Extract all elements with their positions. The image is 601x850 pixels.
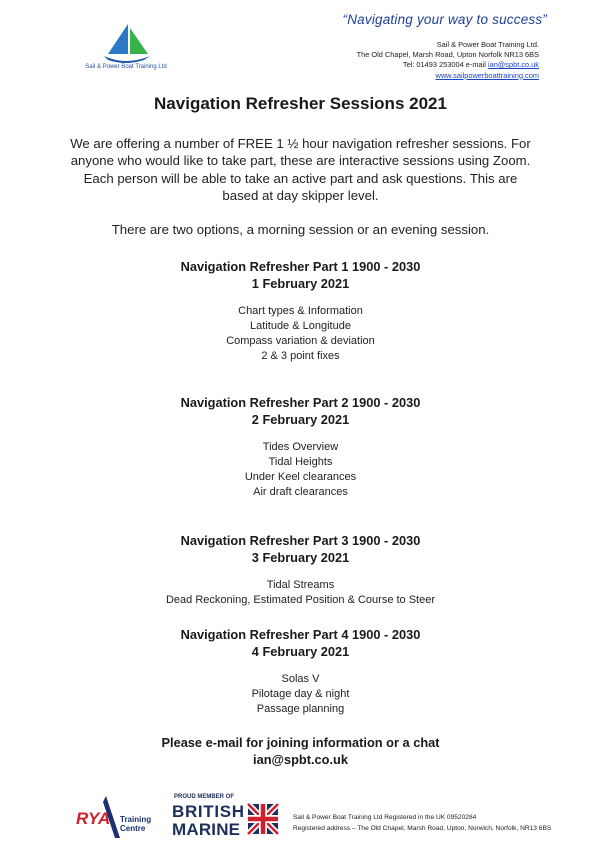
footer-registration [293, 812, 551, 834]
topic-item: Tidal Streams [266, 579, 335, 591]
topic-item: Tidal Heights [268, 456, 333, 468]
session-block-3 [0, 532, 601, 608]
session-heading: Navigation Refresher Part 3 1900 - 2030 [180, 533, 421, 548]
topic-item: Chart types & Information [238, 305, 363, 317]
company-logo [78, 22, 174, 72]
bm-marine-text: MARINE [172, 820, 240, 839]
company-address: The Old Chapel, Marsh Road, Upton Norfolk NR13 6BS [356, 50, 539, 60]
tagline: “Navigating your way to success” [342, 12, 547, 27]
union-flag-icon [248, 804, 278, 834]
session-block-1 [0, 258, 601, 364]
topic-item: Tides Overview [262, 441, 339, 453]
rya-training-centre-logo [76, 792, 156, 844]
session-date: 1 February 2021 [251, 276, 350, 291]
logo-caption: Sail & Power Boat Training Ltd [85, 64, 167, 70]
session-heading: Navigation Refresher Part 4 1900 - 2030 [180, 627, 421, 642]
session-heading: Navigation Refresher Part 1 1900 - 2030 [180, 259, 421, 274]
closing-email[interactable]: ian@spbt.co.uk [253, 752, 348, 767]
company-name: Sail & Power Boat Training Ltd. [436, 40, 539, 49]
closing-block [0, 734, 601, 768]
topic-item: Passage planning [256, 703, 345, 715]
session-date: 4 February 2021 [251, 644, 350, 659]
bm-proud-text: PROUD MEMBER OF [174, 794, 234, 800]
phone-email-line [357, 60, 539, 70]
session-date: 2 February 2021 [251, 412, 350, 427]
website-link[interactable]: www.sailpowerboattraining.com [435, 70, 539, 80]
topic-item: Compass variation & deviation [226, 335, 375, 347]
phone-label: Tel: 01493 253004 e-mail [402, 60, 488, 70]
session-heading: Navigation Refresher Part 2 1900 - 2030 [180, 395, 421, 410]
session-topics [0, 672, 601, 717]
rya-letters: RYA [76, 809, 111, 828]
topic-item: Latitude & Longitude [250, 320, 351, 332]
topic-item: Solas V [281, 673, 320, 685]
topic-item: 2 & 3 point fixes [261, 350, 340, 362]
footer-address: Registered address – The Old Chapel, Marsh Road, Upton, Norwich, Norfolk, NR13 6BS [293, 825, 552, 832]
session-block-2 [0, 394, 601, 500]
session-date: 3 February 2021 [251, 550, 350, 565]
sailboat-logo-icon [98, 22, 154, 66]
intro-paragraph: We are offering a number of FREE 1 ½ hour navigation refresher sessions. For anyone who would like to take part, these are interactive sessions using Zoom. Each person will be able to take an active part and ask questions. This are based at day skipper level. [70, 136, 531, 204]
british-marine-logo [168, 790, 280, 842]
contact-block [357, 40, 539, 81]
bm-british-text: BRITISH [172, 802, 244, 821]
page-title: Navigation Refresher Sessions 2021 [154, 94, 447, 113]
session-topics [0, 578, 601, 608]
topic-item: Air draft clearances [253, 486, 348, 498]
footer-registered: Sail & Power Boat Training Ltd Registered in the UK 09520284 [293, 814, 477, 821]
rya-centre-text: Centre [120, 824, 146, 833]
closing-line: Please e-mail for joining information or a chat [161, 735, 440, 750]
session-block-4 [0, 626, 601, 717]
topic-item: Under Keel clearances [244, 471, 357, 483]
topic-item: Pilotage day & night [251, 688, 350, 700]
email-link[interactable]: ian@spbt.co.uk [487, 60, 539, 70]
rya-training-text: Training [120, 815, 152, 824]
options-paragraph: There are two options, a morning session or an evening session. [111, 222, 490, 237]
session-topics [0, 440, 601, 500]
session-topics [0, 304, 601, 364]
topic-item: Dead Reckoning, Estimated Position & Course to Steer [165, 594, 436, 606]
